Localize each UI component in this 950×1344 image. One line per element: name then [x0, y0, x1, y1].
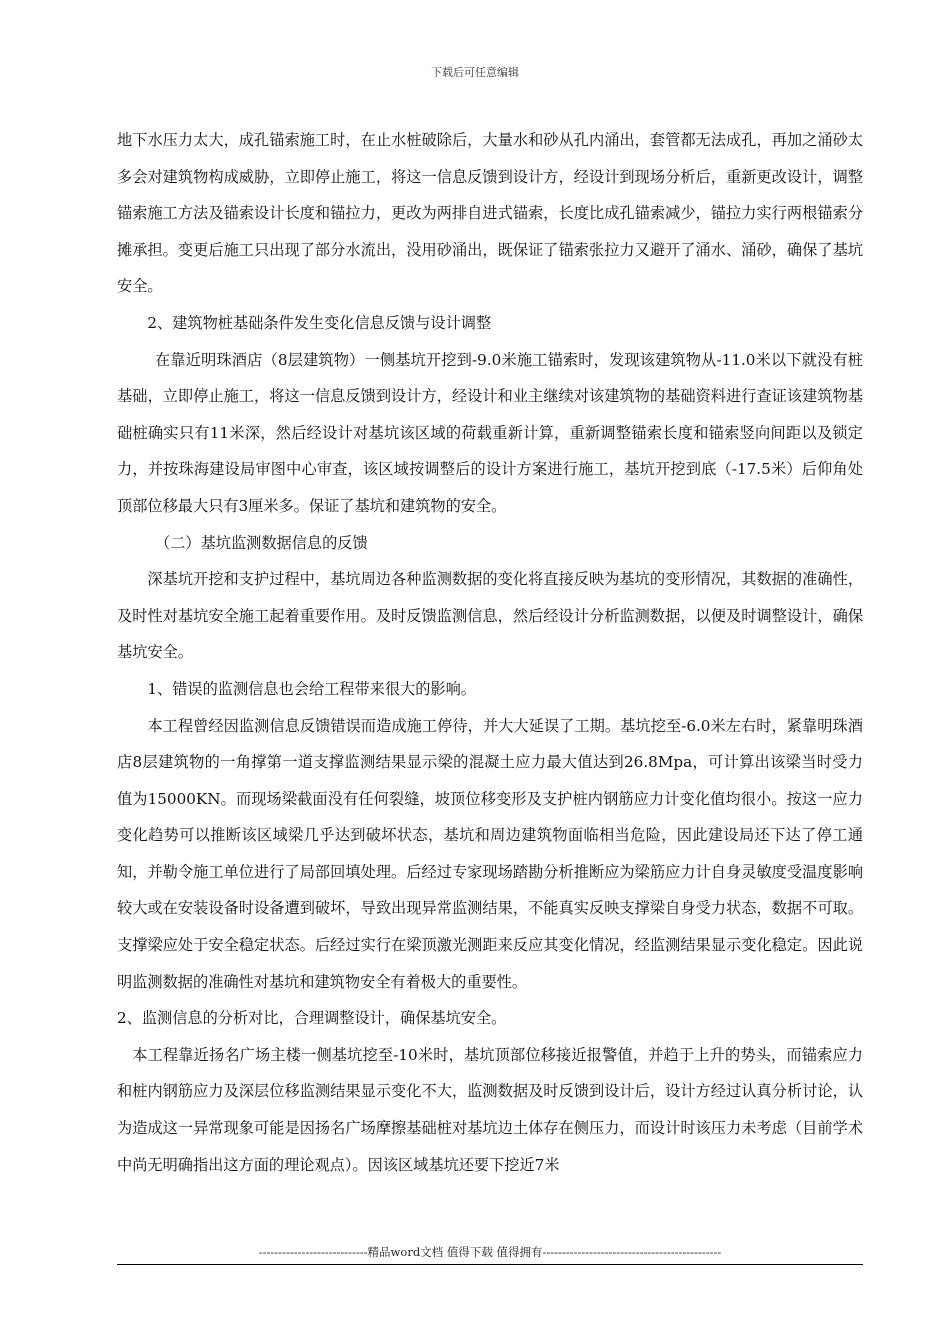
heading-pile-foundation-feedback: 2、建筑物桩基础条件发生变化信息反馈与设计调整 — [147, 313, 492, 332]
page-header: 下载后可任意编辑 — [431, 66, 519, 79]
paragraph-yangming-plaza-case: 本工程靠近扬名广场主楼一侧基坑挖至-10米时，基坑顶部位移接近报警值，并趋于上升的势头，而锚索应力和桩内钢筋应力及深层位移监测结果显示变化不大，监测数据及时反馈到设计后，设计方经过认真分析讨论，认为造成这一异常现象可能是因扬名广场摩擦基础桩对基坑边土体存在侧压力，而设计时该压力未考虑（目前学术中尚无明确指出这方面的理论观点）。因该区域基坑还要下挖近7米 — [117, 1045, 863, 1174]
paragraph-groundwater-anchor: 地下水压力太大，成孔锚索施工时，在止水桩破除后，大量水和砂从孔内涌出，套管都无法成孔，再加之涌砂太多会对建筑物构成威胁，立即停止施工，将这一信息反馈到设计方，经设计到现场分析后，重新更改设计，调整锚索施工方法及锚索设计长度和锚拉力，更改为两排自进式锚索，长度比成孔锚索减少，锚拉力实行两根锚索分摊承担。变更后施工只出现了部分水流出，没用砂涌出，既保证了锚索张拉力又避开了涌水、涌砂，确保了基坑安全。 — [117, 131, 863, 296]
page-footer: ----------------------------精品word文档 值得下载 值得拥有---------------------------------------------- — [258, 1245, 722, 1259]
heading-monitoring-analysis: 2、监测信息的分析对比，合理调整设计，确保基坑安全。 — [117, 1009, 507, 1028]
footer-divider — [117, 1264, 863, 1265]
paragraph-wrong-monitoring-case: 本工程曾经因监测信息反馈错误而造成施工停待，并大大延误了工期。基坑挖至-6.0米左右时，紧靠明珠酒店8层建筑物的一角撑第一道支撑监测结果显示梁的混凝土应力最大值达到26.8Mpa，可计算出该梁当时受力值为15000KN。而现场梁截面没有任何裂缝，坡顶位移变形及支护桩内钢筋应力计变化值均很小。按这一应力变化趋势可以推断该区域梁几乎达到破坏状态，基坑和周边建筑物面临相当危险，因此建设局还下达了停工通知，并勒令施工单位进行了局部回填处理。后经过专家现场踏勘分析推断应为梁筋应力计自身灵敏度受温度影响较大或在安装设备时设备遭到破坏，导致出现异常监测结果，不能真实反映支撑梁自身受力状态，数据不可取。支撑梁应处于安全稳定状态。后经过实行在梁顶激光测距来反应其变化情况，经监测结果显示变化稳定。因此说明监测数据的准确性对基坑和建筑物安全有着极大的重要性。 — [117, 716, 863, 991]
paragraph-monitoring-intro: 深基坑开挖和支护过程中，基坑周边各种监测数据的变化将直接反映为基坑的变形情况，其数据的准确性，及时性对基坑安全施工起着重要作用。及时反馈监测信息，然后经设计分析监测数据，以便及时调整设计，确保基坑安全。 — [117, 570, 863, 662]
heading-wrong-monitoring: 1、错误的监测信息也会给工程带来很大的影响。 — [147, 679, 476, 698]
heading-monitoring-feedback: （二）基坑监测数据信息的反馈 — [155, 533, 368, 552]
document-body — [117, 122, 863, 1183]
paragraph-pearl-hotel-pile: 在靠近明珠酒店（8层建筑物）一侧基坑开挖到-9.0米施工锚索时，发现该建筑物从-11.0米以下就没有桩基础，立即停止施工，将这一信息反馈到设计方，经设计和业主继续对该建筑物的基础资料进行查证该建筑物基础桩确实只有11米深，然后经设计对基坑该区域的荷载重新计算，重新调整锚索长度和锚索竖向间距以及锁定力，并按珠海建设局审图中心审查，该区域按调整后的设计方案进行施工，基坑开挖到底（-17.5米）后仰角处顶部位移最大只有3厘米多。保证了基坑和建筑物的安全。 — [117, 350, 863, 515]
